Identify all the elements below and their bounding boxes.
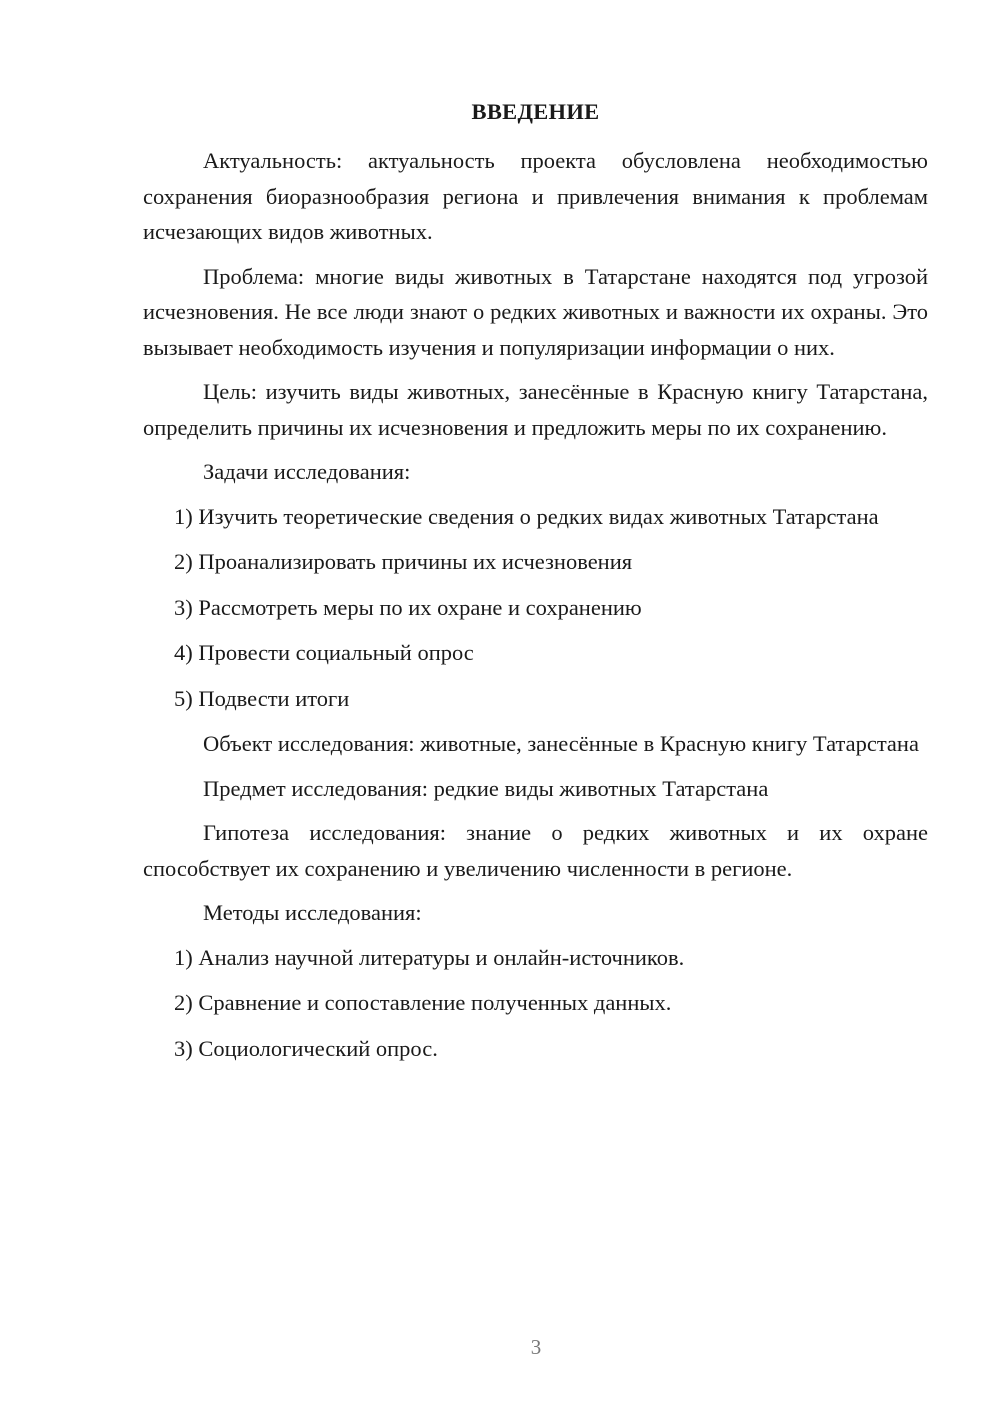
hypothesis-paragraph: Гипотеза исследования: знание о редких животных и их охране способствует их сохранению и увеличению численности в регионе. — [143, 820, 928, 881]
method-item: 3) Социологический опрос. — [174, 1035, 438, 1061]
page-number: 3 — [530, 1335, 542, 1359]
task-item: 2) Проанализировать причины их исчезновения — [174, 549, 633, 574]
goal-paragraph: Цель: изучить виды животных, занесённые в Красную книгу Татарстана, определить причины их исчезновения и предложить меры по их сохранению. — [143, 379, 928, 440]
methods-list — [143, 940, 928, 1067]
subject-paragraph: Предмет исследования: редкие виды животных Татарстана — [203, 775, 769, 801]
task-item: 5) Подвести итоги — [174, 685, 350, 711]
methods-heading: Методы исследования: — [203, 900, 422, 925]
method-item: 2) Сравнение и сопоставление полученных данных. — [174, 990, 672, 1015]
document-body — [143, 143, 928, 1076]
section-title: ВВЕДЕНИЕ — [471, 99, 600, 124]
tasks-heading: Задачи исследования: — [203, 459, 411, 484]
problem-paragraph: Проблема: многие виды животных в Татарстане находятся под угрозой исчезновения. Не все люди знают о редких животных и важности их охраны. Это вызывает необходимость изучения и популяризации информации о них. — [143, 263, 928, 360]
task-item: 4) Провести социальный опрос — [174, 640, 474, 665]
method-item: 1) Анализ научной литературы и онлайн-источников. — [174, 944, 685, 970]
object-paragraph: Объект исследования: животные, занесённые в Красную книгу Татарстана — [203, 731, 919, 756]
relevance-paragraph: Актуальность: актуальность проекта обусловлена необходимостью сохранения биоразнообразия региона и привлечения внимания к проблемам исчезающих видов животных. — [143, 148, 928, 244]
task-item: 1) Изучить теоретические сведения о редких видах животных Татарстана — [174, 503, 879, 529]
tasks-list — [143, 499, 928, 717]
task-item: 3) Рассмотреть меры по их охране и сохранению — [174, 594, 642, 620]
